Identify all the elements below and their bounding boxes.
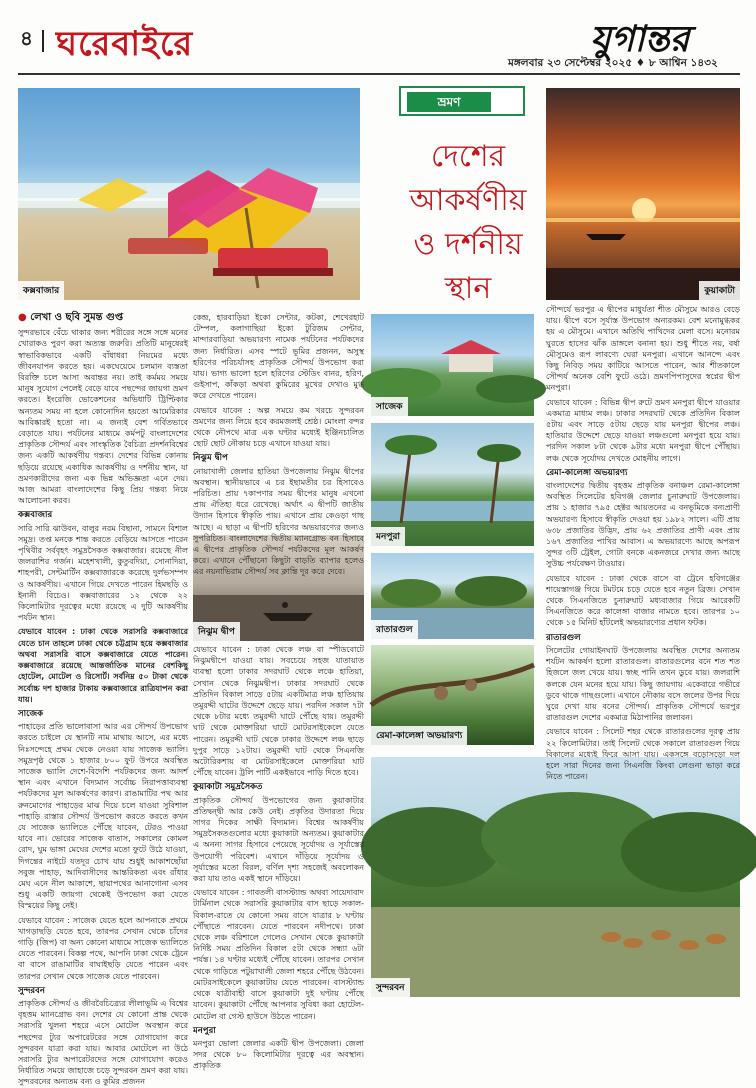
paragraph: প্রাকৃতিক সৌন্দর্য ও জীববৈচিত্র্যের লীলাভূমি এ বিশ্বের বৃহত্তম ম্যানগ্রোভ বন। দেশের যে কোনো প্রান্ত থেকে সরাসরি খুলনা শহরে এসে মোটেল অবস্থান করে পছন্দের ট্যুর অপারেটরের সঙ্গে যোগাযোগ করে সুন্দরবন যাত্রা করা যায়। আবার মোটেলে না উঠে সরাসরি ট্যুর অপারেটরদের সঙ্গে যোগাযোগ করেও নির্ধারিত সময়ে জাহাজে চড়ে সুন্দরবন ভ্রমণ করা যায়। সুন্দরবনের অন্যতম বন্য ও কুমির প্রজনন xyxy=(18,998,188,1087)
subheading: সুন্দরবন xyxy=(18,985,45,996)
subheading: সাজেক xyxy=(18,708,44,719)
paragraph: যেভাবে যাবেন : সাজেক যেতে হলে আপনাকে প্রথমে খাগড়াছড়ি যেতে হবে, তারপর সেখান থেকে চাঁদের গাড়ি (জিপ) বা অন্য কোনো মাধ্যমে সাজেক ভ্যালিতে যেতে পারবেন। বিকল্প পথে, আপনি ঢাকা থেকে ট্রেনে বা বাসে রাঙামাটির বাঘাইছড়ি যেতে পারেন এবং তারপর সেখান থেকে সাজেক যেতে পারবেন। xyxy=(18,915,188,981)
mangrove-deer-illustration xyxy=(371,757,740,997)
article-column-1 xyxy=(18,312,188,1087)
header-rule xyxy=(18,73,740,75)
paragraph: সারি সারি ঝাউবন, বালুর নরম বিছানা, সামনে বিশাল সমুদ্র। তপ্ত মনকে শান্ত করতে বেড়িয়ে আসতে পারেন পৃথিবীর সর্ববৃহৎ সমুদ্রসৈকত কক্সবাজার। রয়েছে নীল জলরাশির গর্জন। মহেশখালী, কুতুবদিয়া, সোনাদিয়া, শাহপরী, সেন্টমার্টিন কক্সবাজারকে করেছে দুর্লভসম্পদ ও আকর্ষণীয়। এখানে গিয়ে দেখতে পারেন হিমছড়ি ও ইনানী বিচেও। কক্সবাজারের ১২ থেকে ২২ কিলোমিটার দূরত্বের মধ্যে রয়েছে এ দুটি আকর্ষণীয় পর্যটন স্থান। xyxy=(18,523,188,623)
headline xyxy=(398,135,538,311)
article-column-2-top xyxy=(193,312,364,577)
photo-sajek xyxy=(371,314,534,416)
paragraph: যেভাবে যাবেন : সিলেট শহর থেকে রাতারগুলের দূরত্ব প্রায় ২২ কিলোমিটার। তাই সিলেট থেকে সকালে রাতারগুল গিয়ে বিকালের মধ্যেই ফিরে আসা যায়। একসঙ্গে বড়োসড়ো দল হলে সারা দিনের জন্য সিএনজি কিংবা লেগুনা ভাড়া করে নিতে পারেন। xyxy=(546,727,740,782)
subheading: কক্সবাজার xyxy=(18,510,53,521)
paragraph: যেভাবে যাবেন : ঢাকা থেকে বাসে বা ট্রেনে হবিগঞ্জের শায়েস্তাগঞ্জ গিয়ে টমটমে চড়ে যেতে হবে নতুন ব্রিজ। সেখান থেকে সিএনজিতে চুনারুঘাট মধ্যবাজার গিয়ে আরেকটি সিএনজিতে করে কালেঙ্গা বাজার নামতে হবে। তারপর ১০ থেকে ১৫ মিনিট হাঁটলেই অভয়ারণ্যের প্রধান ফটক। xyxy=(546,573,740,628)
paragraph: মনপুরা ভোলা জেলার একটি দ্বীপ উপজেলা। জেলা সদর থেকে ৮০ কিলোমিটার দূরত্বে এর অবস্থান। প্রাকৃতিক xyxy=(193,1038,364,1071)
paragraph: যেভাবে যাবেন : ঢাকা থেকে লঞ্চ বা স্পীডবোটে নিঝুমদ্বীপে যাওয়া যায়। সবচেয়ে সহজ যাতায়াত ব্যবস্থা হলো ঢাকার সদরঘাট থেকে লঞ্চে হাতিয়া, সেখান থেকে নিঝুমদ্বীপ। ঢাকার সদরঘাট থেকে প্রতিদিন বিকাল সাড়ে ৫টায় একটিমাত্র লঞ্চ হাতিয়ায় তমুরদ্দী ঘাটের উদ্দেশে ছেড়ে যায়। পরদিন সকাল ৭টা থেকে ৮টার মধ্যে তমুরদ্দী ঘাটে পৌঁছে যায়। তমুরদ্দী ঘাট থেকে মোক্তারিয়া ঘাটে মোটরসাইকেলে যেতে পারেন। তমুরদ্দী ঘাট থেকে ঢাকার উদ্দেশে লঞ্চ ছাড়ে দুপুর সাড়ে ১২টায়। তমুরদ্দী ঘাট থেকে সিএনজি অটোরিকশায় বা মোটরসাইকেলে মোক্তারিয়া ঘাট পৌঁছে যাবেন। ট্রলি পার্টি একইভাবে পাড়ি দিতে হবে। xyxy=(193,645,364,778)
subheading: রেমা-কালেঙ্গা অভয়ারণ্য xyxy=(546,467,628,478)
paragraph: যেভাবে যাবেন : বিভিন্ন দ্বীপ রুটে ভ্রমণ মনপুরা দ্বীপে যাওয়ার একমাত্র মাধ্যম লঞ্চ। ঢাকার সদরঘাট থেকে প্রতিদিন বিকাল ৫টায় এবং সাড়ে ৫টায় ছেড়ে যায় মনপুরা দ্বীপের লঞ্চ। হাতিয়ার উদ্দেশে ছেড়ে যাওয়া লঞ্চগুলো মনপুরা হয়ে যায়। পরদিন সকাল ৮টা থেকে ৯টার মধ্যে মনপুরা দ্বীপে পৌঁছায়। লঞ্চ থেকে সূর্যোদয় দেখতে মোহনীয় লাগে। xyxy=(546,397,740,463)
photo-caption: রাতারগুল xyxy=(371,620,418,639)
photo-monpura xyxy=(371,423,534,546)
beach-umbrella-illustration xyxy=(18,88,360,300)
headline-line: আকর্ষণীয় xyxy=(409,183,527,218)
photo-caption: সাজেক xyxy=(371,397,408,416)
byline xyxy=(18,312,188,323)
subheading: কুয়াকাটা সমুদ্রসৈকত xyxy=(193,782,263,793)
paragraph: পাহাড়ের প্রতি ভালোবাসা আর এর সৌন্দর্য উপভোগ করতে চাইলে যে স্থানটি নাম মাথায় আসে, এর মধ্যে নিঃসন্দেহে প্রথম থেকে নেওয়া যায় সাজেক ভ্যালি। সমুদ্রপৃষ্ঠ থেকে ১ হাজার ৮০০ ফুট উপরে অবস্থিত সাজেক ভ্যালি দেশে-বিদেশি পর্যটকদের জন্য আদর্শ স্থান এবং এখানে বিদ্যমান সর্বোচ্চ নিরাপত্তাব্যবস্থা পর্যটকদের মূল আকর্ষণের কারণ। রাঙামাটির পথ আর রুনমোগের পাহাড়ের মাঝ দিয়ে চলে যাওয়া সুবিশাল পাহাড়ি রাস্তার সৌন্দর্য উপভোগ করতে করতে কখন যে সাজেক ভ্যালিতে পৌঁছে যাবেন, টেরও পাওয়া যাবে না। ভোরের সাজেক বাতাস, সকালের কোমল রোদ, ঘুম ভাঙ্গা মেঘের দেশের মতো ফুটে উঠে যাওয়া, দিগন্তের নাইটে যতদূর চোখ যায় শুধুই আকাশছোঁয়া সবুজ পাহাড়, আদিবাসীদের আন্তরিকতা এবং রাঁধার মেঘ এনে নীল আকাশে, ছায়াপথের আনাগোনা এসব শুধু একটি জায়গা থেকেই উপভোগ করা যেতে বিস্ময়ের কিছু নেই। xyxy=(18,722,188,911)
photo-caption: সুন্দরবন xyxy=(371,978,410,997)
paragraph: সুন্দরভাবে বেঁচে থাকার জন্য শরীরের সঙ্গে সঙ্গে মনের খোরাকও পুরণ করা অত্যন্ত জরুরি। প্রতিটি মানুষেরই স্বাভাবিকভাবে একটি বাঁধাধরা নিয়মের মধ্যে জীবনযাপন করতে হয়। একঘেয়েমে চলমান ব্যস্ততা বিরক্তি চলে আসা অবান্তর নয়। তাই কর্মময় সময়ে মানুষ সুযোগ পেলেই বেড়ে যাবে পছন্দের জায়গা ভ্রমণ করতে। ইংরেজি ভোকেশনের অভিধাটি ট্রিপ্টিকার অন্যতম সময় না হলে কোনোদিন হয়তো আমেরিকার আবিষ্কারই হতো না। এ জন্যই বেশ গর্বিতভাবে বেড়াতে যায়। পর্যটনের মাধ্যমে কর্মপটু বাংলাদেশের প্রাকৃতিক সৌন্দর্য এবং সাংস্কৃতিক বৈচিত্র্য প্রদর্শনবিশ্বের জন্য একটি আকর্ষণীয় গন্তব্য। দেশের বিভিন্ন কোনায় ছড়িয়ে রয়েছে একাধিক আকর্ষণীয় ও দর্শনীয় স্থান, যা ভ্রমণকারীদের জন্য এক ভিন্ন অভিজ্ঞতা এনে দেয়। আজ আমরা বাংলাদেশের কিছু প্রিয় গন্তব্য নিয়ে আলোচনা করব। xyxy=(18,328,188,506)
category-tag xyxy=(399,86,525,116)
photo-coxs-bazar xyxy=(18,88,360,300)
photo-caption: নিঝুম দ্বীপ xyxy=(193,622,240,641)
category-label: ভ্রমণ xyxy=(407,92,491,112)
paragraph: সিলেটের গোয়াইনঘাট উপজেলায় অবস্থিত দেশের অন্যতম শর্যটন আকর্ষণ হলো রাতারগুল। রাতারগুলের বনে শত শত হিজলে জল খেয়ে যায়। স্বচ্ছ পানি তখন ডুবে যায়। জলরাশি কলকে যেন মনের হয়ে যায়। কিছু জায়গায় একেবারে গভীরে ডুবে থাকে গাছগুলো। এখানে নৌকায় বসে জলের উপর দিয়ে ঘুরে দেখা যায় বনের সৌন্দর্য। প্রাকৃতিক সৌন্দর্যে ভরপুর রাতারগুল দেশের একমাত্র মিঠাপানির জলাবন। xyxy=(546,645,740,723)
paragraph: কেন্দ্র, হারবাড়িয়া ইকো সেন্টার, কটকা, শেখেরহাট টেম্পল, কলাগাছিয়া ইকো টুরিজম সেন্টার, মান্দারবাড়িয়া অভয়ারণ্য নামেক পর্যটনের পর্যটকদের জন্য নির্ধারিত। এসব স্পটে ভূমির প্রজনন, অসুস্থ হরিণের পরিচর্যাসহ প্রাকৃতিক সৌন্দর্য উপভোগ করা যায়। ভাগ্য ভালো হলে হরিণের স্টেডিং বানর, হরিণ, গুইসাপ, কাঁকড়া অথবা কুমিরের মুখের দেখাও মুগ্ধ করে দেখতে পারেন। xyxy=(193,313,364,401)
byline-text: লেখা ও ছবি সুমন্ত গুপ্ত xyxy=(30,312,124,323)
subheading: রাতারগুল xyxy=(546,632,581,643)
photo-caption: কুয়াকাটা xyxy=(699,281,740,300)
paragraph: বাংলাদেশের দ্বিতীয় বৃহত্তম প্রাকৃতিক বনাঞ্চল রেমা-কালেঙ্গা অবস্থিত সিলেটের হবিগঞ্জ জেলার চুনারুঘাট উপজেলায়। প্রায় ১ হাজার ৭৯৫ হেক্টর আয়তনের এ বনভূমিকে বন্যপ্রাণী অভয়ারণ্য হিসাবে স্বীকৃতি দেওয়া হয় ১৯৮২ সালে। এটি প্রায় ৬৩৮ প্রজাতির উদ্ভিদ, প্রায় ৬২ প্রজাতির প্রাণী এবং প্রায় ১৬৭ প্রজাতির পাখির আবাস। এ অভয়ারণ্যে আছে অপরূপ সুন্দর ৩টি ট্রেইল, গোটা বনকে একনজরে দেখার জন্য আছে সুউচ্চ পর্যবেক্ষণ টাওয়ার। xyxy=(546,481,740,569)
photo-sundarban xyxy=(371,757,740,997)
page-number: ৪ xyxy=(20,26,33,50)
section-title: ঘরেবাইরে xyxy=(56,24,194,64)
paragraph: যেভাবে যাবেন : অল্প সময়ে কম খরচে সুন্দরবন ভ্রমণের জন্য লিয়ে হবে করমজলই শ্রেষ্ঠ। মোংলা বন্দর থেকে নৌপথে মাত্র এক ঘণ্টার মধ্যেই ইঞ্জিনচালিত ছোট ছোট নৌকায় চড়ে এখানে যাওয়া যায়। xyxy=(193,405,364,449)
photo-ratargul xyxy=(371,553,534,639)
paragraph: যেভাবে যাবেন : গাবতলী বাসস্ট্যান্ড অথবা সায়েদাবাদ টার্মিনাল থেকে সরাসরি কুয়াকাটার বাস ছাড়ে সকাল-বিকাল-রাতে যে কোনো সময় বাসে যাত্রার ৮ ঘণ্টায় পৌঁছাতে পারবেন। যেতে পারবেন নদীপথে। ঢাকা থেকে লঞ্চ বরিশালে গেলেও সেখান থেকে কুয়াকাটা নির্দিষ্ট সময় প্রতিদিন বিকাল ৫টা থেকে সন্ধ্যা ৬টা পর্যন্ত। ১৪ ঘণ্টার মধ্যেই পৌঁছে যাবেন। তারপর সেখান থেকে গাড়িতে পটুয়াখালী জেলা শহরে পৌঁছে উঠবেন। মোটরসাইকেলে কুয়াকাটায় যেতে পারবেন। বাসস্ট্যান্ড থেকে যাত্রীবাহী বাসে কুয়াকাটা দুই ঘণ্টায় পৌঁছে যাবেন। কুয়াকাটা পৌঁছে আপনার সুবিধা করা হোটেল-মোটেল বা গেস্ট হাউসে উঠতে পারেন। xyxy=(193,888,364,1021)
paragraph: নোয়াখালী জেলার হাতিয়া উপজেলায় নিঝুম দ্বীপের অবস্থান। স্থানীয়ভাবে এ চর ইছামতীর চর হিসাবেও পরিচিত। প্রায় ৭কাপণার সময় দ্বীপের মানুষ এখনো প্রায় ঐতিহ্য ধরে রেখেছে। অর্থাৎ এ দ্বীপটি জাতীয় উদ্যান হিসাবে স্বীকৃতি পায়। এখানে প্রায় কেওড়া গাছ আছে। এ ছাড়া এ দ্বীপটি হরিণের অভয়ারণ্যের জন্যও সুপরিচিত। বাংলাদেশের দ্বিতীয় ম্যানগ্রোভ বন হিসাবে এ দ্বীপের প্রাকৃতিক সৌন্দর্য পর্যটকদের মূল আকর্ষণ করে। এখানে পৌঁছানো কিছুটা বাড়তি ব্যাপার হলেও এর নয়নাভিরাম সৌন্দর্য সব ক্লান্তি দূর করে দেবে। xyxy=(193,466,364,577)
paragraph: সৌন্দর্যে ভরপুর এ দ্বীপের মাধুর্যতা শীত মৌসুমে আরও বেড়ে যায়। দ্বীপে বসে সূর্যাস্ত উপভোগ অন্যরকম। বেশ মনোমুগ্ধকর হয় এ মৌসুমে। এখানে অতিথি পাখিদের মেলা বসে। মনোরম ঘুরতে হাসের ঝাঁক ডাঙ্গলে বনানা হয়। শুধু শীতে নয়, বর্ষা মৌসুমেও রূপ লাবণ্যে ঘেরা মনপুরা। এখানে আনন্দে এবং কিছু নিবিড় সময় কাটিয়ে আসতে পারেন, আর শীতকালে সৌন্দর্য অনেক বেশি ফুটে ওঠে। ভ্রমণপিপাসুদের স্বপ্নের দ্বীপ মনপুরা। xyxy=(546,305,740,393)
headline-line: ও দর্শনীয় xyxy=(413,227,523,262)
photo-caption: রেমা-কালেঙ্গা অভয়ারণ্য xyxy=(371,726,467,745)
newspaper-logo: যুগান্তর xyxy=(590,18,690,60)
paragraph: যেভাবে যাবেন : ঢাকা থেকে সরাসরি কক্সবাজারে যেতে চান তাহলে ঢাকা থেকে চট্টগ্রাম হয়ে কক্সবাজার অথবা সরাসরি বাসে কক্সবাজারে যেতে পারেন। কক্সবাজারে রয়েছে আন্তর্জাতিক মানের বেশকিছু হোটেল, মোটেল ও রিসোর্ট। সর্বনিম্ন ৫০ টাকা থেকে সর্বোচ্চ দশ হাজার টাকায় কক্সবাজারে রাত্রিযাপন করা যায়। xyxy=(18,627,188,704)
article-column-4 xyxy=(546,304,740,782)
bullet-icon: ● xyxy=(18,312,31,323)
headline-line: স্থান xyxy=(444,271,492,306)
divider xyxy=(42,30,44,52)
article-column-2-bottom xyxy=(193,644,364,1071)
photo-kuakata xyxy=(546,88,740,300)
photo-caption: কক্সবাজার xyxy=(18,281,64,300)
paragraph: প্রাকৃতিক সৌন্দর্য উপভোগের জন্য কুয়াকাটার প্রতিদ্বন্দ্বী আর কেউ নেই। প্রকৃতির উদারতা দিয়ে সাগর দিকের সাক্ষী বিদ্যমান। বিশ্বের আকর্ষণীয় সমুদ্রসৈকতগুলোর মধ্যে কুয়াকাটা অন্যতম। কুয়াকাটার এ অনন্য সাগর হিসাবে পেয়েছে সূর্যোদয় ও সূর্যাস্তের উপযোগী পরিবেশ। এখানে দাঁড়িয়ে সূর্যোদয় ও সূর্যাস্তের মতো বিরল, বর্ণিল দৃশ্য সহজেই অবলোকন করা যায় তাও একই স্থানে দাঁড়িয়ে। xyxy=(193,795,364,884)
headline-line: দেশের xyxy=(430,139,506,174)
photo-rema-kalenga xyxy=(371,645,534,745)
dateline: মঙ্গলবার ২৩ সেপ্টেম্বর ২০২৫ ♦ ৮ আশ্বিন ১৪৩২ xyxy=(508,57,718,69)
subheading: মনপুরা xyxy=(193,1025,216,1036)
photo-caption: মনপুরা xyxy=(371,527,405,546)
sunset-illustration xyxy=(546,88,740,300)
subheading: নিঝুম দ্বীপ xyxy=(193,453,228,464)
page-header xyxy=(0,0,756,74)
